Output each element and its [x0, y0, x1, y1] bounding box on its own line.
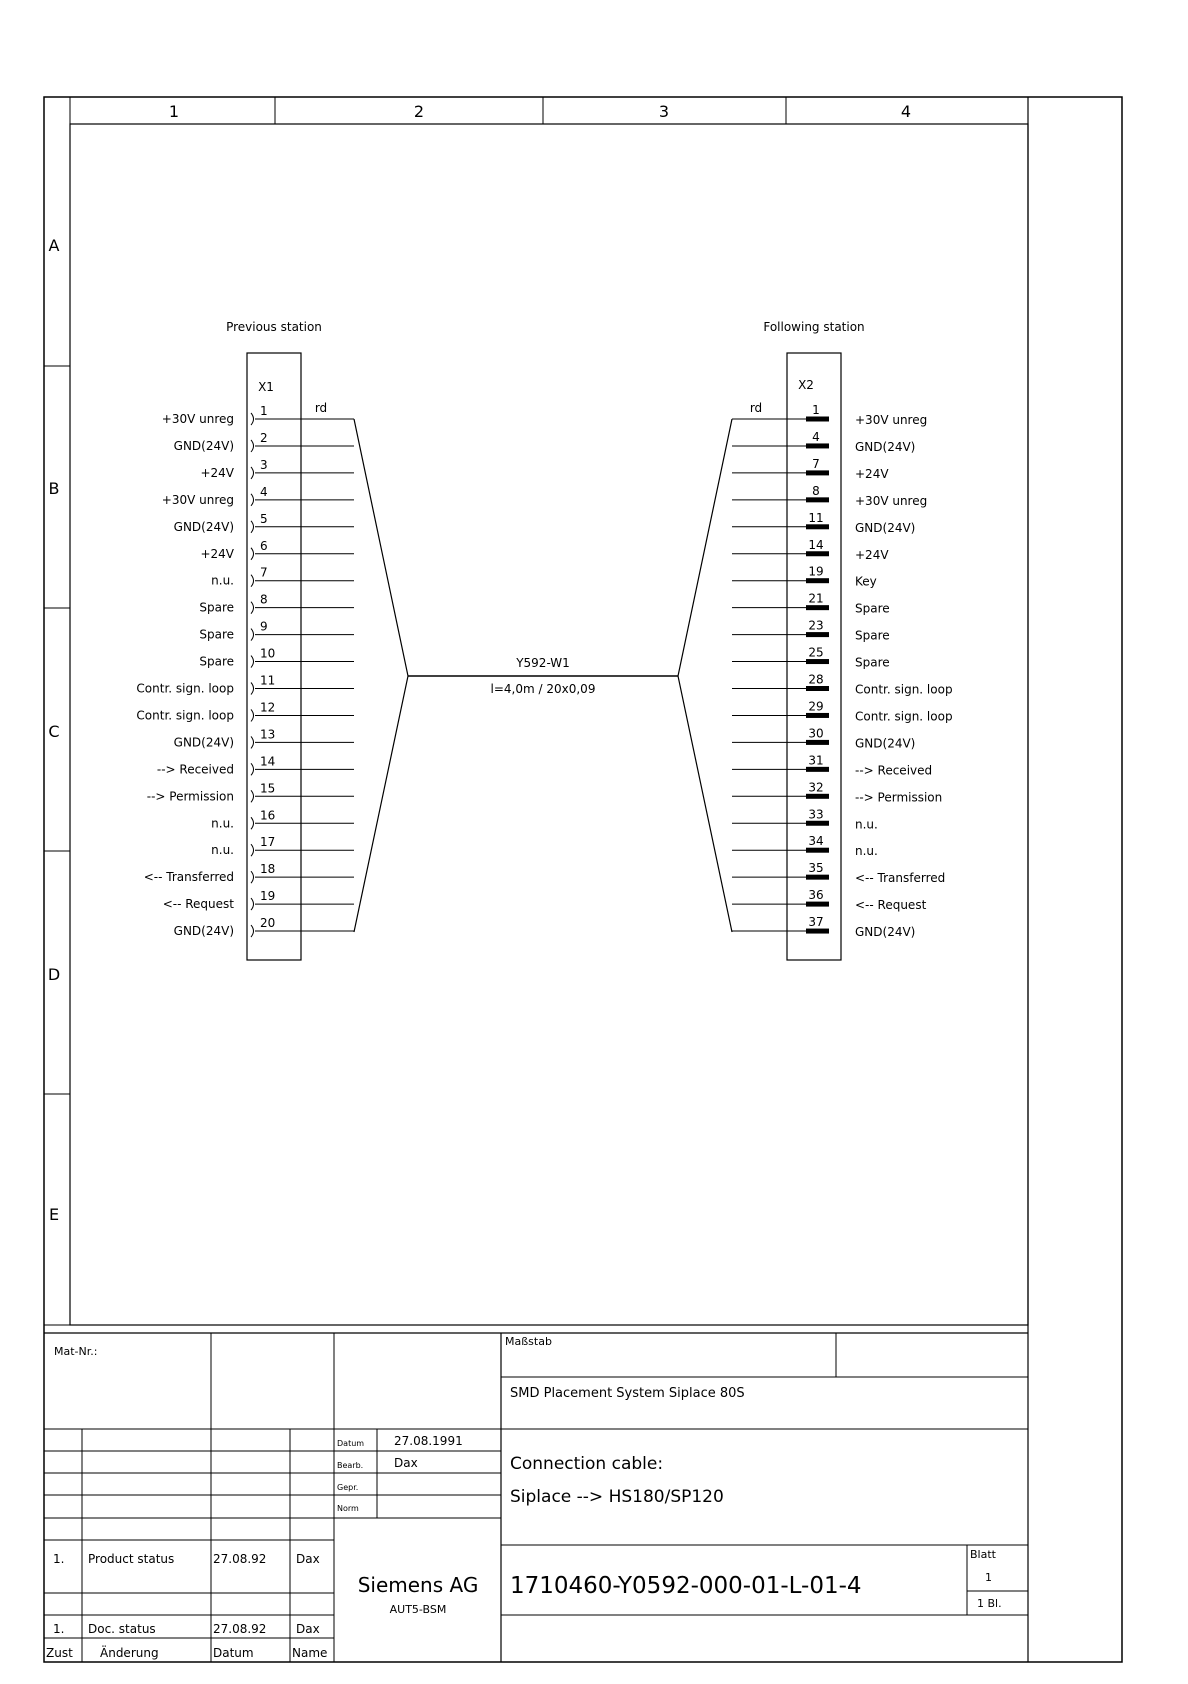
x1-pin-number: 3	[260, 457, 268, 472]
x1-pin-number: 2	[260, 430, 268, 445]
cable-name: Y592-W1	[516, 656, 570, 670]
company-department: AUT5-BSM	[389, 1603, 447, 1616]
rev1-change: Product status	[88, 1552, 175, 1566]
x1-pin-signal: Spare	[199, 600, 234, 615]
drawing-title-line1: Connection cable:	[510, 1454, 664, 1474]
x2-pin-signal: Spare	[855, 628, 890, 643]
previous-station-title: Previous station	[226, 320, 322, 334]
x2-pin-signal: --> Received	[855, 763, 933, 778]
x2-pin-contact-icon	[806, 605, 829, 610]
x1-pin-number: 16	[260, 808, 276, 823]
x1-pin-socket-icon	[251, 898, 254, 910]
header-date: Datum	[213, 1646, 254, 1660]
x1-pin-socket-icon	[251, 656, 254, 668]
x1-pin-number: 11	[260, 673, 276, 688]
datum-label: Datum	[337, 1439, 365, 1448]
rev1-name: Dax	[296, 1552, 320, 1566]
connector-x2-label: X2	[798, 378, 814, 392]
x2-pin-number: 29	[808, 699, 824, 714]
x1-pin-number: 14	[260, 754, 276, 769]
bearb-label: Bearb.	[337, 1461, 364, 1470]
x2-pin-number: 31	[808, 753, 824, 768]
x2-pin-signal: n.u.	[855, 817, 878, 832]
rev2-zust: 1.	[53, 1622, 65, 1636]
x1-pin-number: 15	[260, 781, 276, 796]
x1-pin-number: 1	[260, 404, 268, 418]
x1-pin-signal: <-- Transferred	[143, 870, 234, 885]
x1-pin-socket-icon	[251, 790, 254, 802]
x2-pin-contact-icon	[806, 443, 829, 448]
x1-pin-socket-icon	[251, 521, 254, 533]
x1-pin-socket-icon	[251, 709, 254, 721]
x2-pin-contact-icon	[806, 902, 829, 907]
x2-pin-contact-icon	[806, 929, 829, 934]
x2-pin-contact-icon	[806, 794, 829, 799]
x1-wire-color: rd	[314, 401, 328, 415]
datum-value: 27.08.1991	[394, 1434, 463, 1448]
x1-pin-number: 8	[260, 592, 268, 607]
x2-pin-contact-icon	[806, 632, 829, 637]
x2-pin-contact-icon	[806, 740, 829, 745]
x2-wire-color: rd	[749, 401, 763, 415]
x1-pin-signal: Spare	[199, 654, 234, 669]
row-label-c: C	[48, 722, 60, 741]
x1-pin-number: 19	[260, 889, 276, 904]
rev2-name: Dax	[296, 1622, 320, 1636]
x2-pin-contact-icon	[806, 767, 829, 772]
gepr-label: Gepr.	[337, 1483, 359, 1492]
x2-pin-signal: +30V unreg	[855, 493, 928, 508]
drawing-number: 1710460-Y0592-000-01-L-01-4	[510, 1573, 862, 1599]
x1-pin-socket-icon	[251, 925, 254, 937]
x2-pin-number: 1	[812, 403, 820, 417]
x1-pin-number: 17	[260, 835, 276, 850]
x2-pin-number: 11	[808, 510, 824, 525]
x1-pin-signal: +30V unreg	[161, 412, 234, 426]
x1-pin-socket-icon	[251, 467, 254, 479]
x1-pin-signal: <-- Request	[162, 897, 234, 912]
x1-pin-socket-icon	[251, 817, 254, 829]
x1-pin-socket-icon	[251, 736, 254, 748]
x2-pin-signal: <-- Request	[855, 898, 927, 913]
x1-pin-signal: Contr. sign. loop	[136, 708, 234, 723]
x1-pin-signal: --> Permission	[146, 789, 234, 804]
x1-pin-list	[136, 404, 354, 938]
x1-pin-socket-icon	[251, 871, 254, 883]
sheet-number: 1	[985, 1571, 992, 1584]
x2-pin-contact-icon	[806, 713, 829, 718]
x1-pin-number: 18	[260, 862, 276, 877]
x1-pin-signal: GND(24V)	[173, 924, 234, 939]
x1-pin-signal: n.u.	[211, 573, 234, 588]
x2-pin-number: 36	[808, 888, 824, 903]
x2-pin-signal: Contr. sign. loop	[855, 682, 953, 697]
x2-pin-number: 25	[808, 645, 824, 660]
x1-pin-signal: n.u.	[211, 843, 234, 858]
row-label-a: A	[48, 236, 60, 255]
header-name: Name	[292, 1646, 328, 1660]
x2-pin-list	[732, 403, 953, 939]
x2-pin-contact-icon	[806, 470, 829, 475]
x2-pin-number: 33	[808, 807, 824, 822]
x2-pin-signal: GND(24V)	[855, 439, 916, 454]
x2-pin-number: 34	[808, 834, 824, 849]
x2-pin-signal: +30V unreg	[855, 413, 928, 427]
x2-pin-number: 19	[808, 564, 824, 579]
x2-pin-number: 21	[808, 591, 824, 606]
x1-pin-socket-icon	[251, 575, 254, 587]
rev1-zust: 1.	[53, 1552, 65, 1566]
rev1-date: 27.08.92	[213, 1552, 267, 1566]
column-label-4: 4	[900, 102, 912, 121]
rev2-change: Doc. status	[88, 1622, 156, 1636]
x2-pin-signal: --> Permission	[855, 790, 943, 805]
x2-pin-contact-icon	[806, 551, 829, 556]
x1-pin-signal: +24V	[200, 465, 234, 480]
x1-pin-signal: --> Received	[156, 762, 234, 777]
x2-pin-number: 28	[808, 672, 824, 687]
x2-pin-signal: GND(24V)	[855, 520, 916, 535]
x1-pin-socket-icon	[251, 683, 254, 695]
x1-pin-number: 13	[260, 727, 276, 742]
x2-pin-signal: GND(24V)	[855, 925, 916, 940]
inner-frame	[70, 124, 1028, 1325]
x2-pin-signal: +24V	[855, 547, 889, 562]
company-name: Siemens AG	[357, 1573, 479, 1597]
x1-bundle-wedge	[354, 419, 408, 932]
x1-pin-number: 7	[260, 565, 268, 580]
x1-pin-socket-icon	[251, 548, 254, 560]
x1-pin-socket-icon	[251, 413, 254, 425]
header-change: Änderung	[100, 1646, 159, 1660]
drawing-title-line2: Siplace --> HS180/SP120	[510, 1487, 724, 1507]
x2-pin-contact-icon	[806, 686, 829, 691]
mat-nr-label: Mat-Nr.:	[54, 1345, 98, 1358]
x2-pin-number: 32	[808, 780, 824, 795]
x2-pin-signal: Contr. sign. loop	[855, 709, 953, 724]
x1-pin-number: 10	[260, 646, 276, 661]
column-label-3: 3	[658, 102, 670, 121]
x1-pin-number: 20	[260, 916, 276, 931]
scale-label: Maßstab	[505, 1335, 552, 1348]
x2-pin-number: 14	[808, 537, 824, 552]
x2-pin-number: 37	[808, 915, 824, 930]
x2-pin-signal: GND(24V)	[855, 736, 916, 751]
norm-label: Norm	[337, 1504, 359, 1513]
sheet-label: Blatt	[970, 1548, 996, 1561]
rev2-date: 27.08.92	[213, 1622, 267, 1636]
x1-pin-signal: +24V	[200, 546, 234, 561]
x1-pin-number: 9	[260, 619, 268, 634]
x1-pin-number: 12	[260, 700, 276, 715]
connector-x1-label: X1	[258, 380, 274, 394]
row-label-e: E	[48, 1205, 60, 1224]
row-label-d: D	[47, 965, 61, 984]
x2-pin-contact-icon	[806, 848, 829, 853]
x2-pin-signal: Spare	[855, 601, 890, 616]
header-zust: Zust	[46, 1646, 73, 1660]
x1-pin-signal: GND(24V)	[173, 735, 234, 750]
x2-pin-contact-icon	[806, 417, 829, 422]
x1-pin-number: 4	[260, 484, 268, 499]
x1-pin-socket-icon	[251, 440, 254, 452]
x2-pin-signal: Key	[855, 574, 877, 589]
x2-pin-number: 30	[808, 726, 824, 741]
x2-pin-number: 8	[812, 483, 820, 498]
x2-bundle-wedge	[678, 419, 732, 932]
x1-pin-signal: GND(24V)	[173, 519, 234, 534]
x1-pin-signal: Contr. sign. loop	[136, 681, 234, 696]
column-label-2: 2	[413, 102, 425, 121]
x1-pin-socket-icon	[251, 494, 254, 506]
x1-pin-number: 5	[260, 511, 268, 526]
x2-pin-contact-icon	[806, 875, 829, 880]
sheet-total: 1 Bl.	[977, 1597, 1002, 1610]
x1-pin-number: 6	[260, 538, 268, 553]
x2-pin-signal: Spare	[855, 655, 890, 670]
x2-pin-signal: +24V	[855, 466, 889, 481]
x2-pin-signal: n.u.	[855, 844, 878, 859]
x2-pin-contact-icon	[806, 659, 829, 664]
x2-pin-contact-icon	[806, 524, 829, 529]
following-station-title: Following station	[763, 320, 865, 334]
x1-pin-socket-icon	[251, 763, 254, 775]
x1-pin-signal: GND(24V)	[173, 438, 234, 453]
x1-pin-socket-icon	[251, 844, 254, 856]
x1-pin-signal: Spare	[199, 627, 234, 642]
x2-pin-contact-icon	[806, 578, 829, 583]
cable-spec: l=4,0m / 20x0,09	[490, 682, 596, 696]
x2-pin-contact-icon	[806, 821, 829, 826]
x2-pin-number: 35	[808, 861, 824, 876]
x1-pin-socket-icon	[251, 629, 254, 641]
x2-pin-contact-icon	[806, 497, 829, 502]
x1-pin-signal: +30V unreg	[161, 492, 234, 507]
bearb-value: Dax	[394, 1456, 418, 1470]
x2-pin-signal: <-- Transferred	[855, 871, 946, 886]
x2-pin-number: 4	[812, 429, 820, 444]
row-label-b: B	[48, 479, 60, 498]
x1-pin-signal: n.u.	[211, 816, 234, 831]
x2-pin-number: 7	[812, 456, 820, 471]
system-name: SMD Placement System Siplace 80S	[510, 1386, 745, 1401]
x2-pin-number: 23	[808, 618, 824, 633]
column-label-1: 1	[168, 102, 180, 121]
x1-pin-socket-icon	[251, 602, 254, 614]
